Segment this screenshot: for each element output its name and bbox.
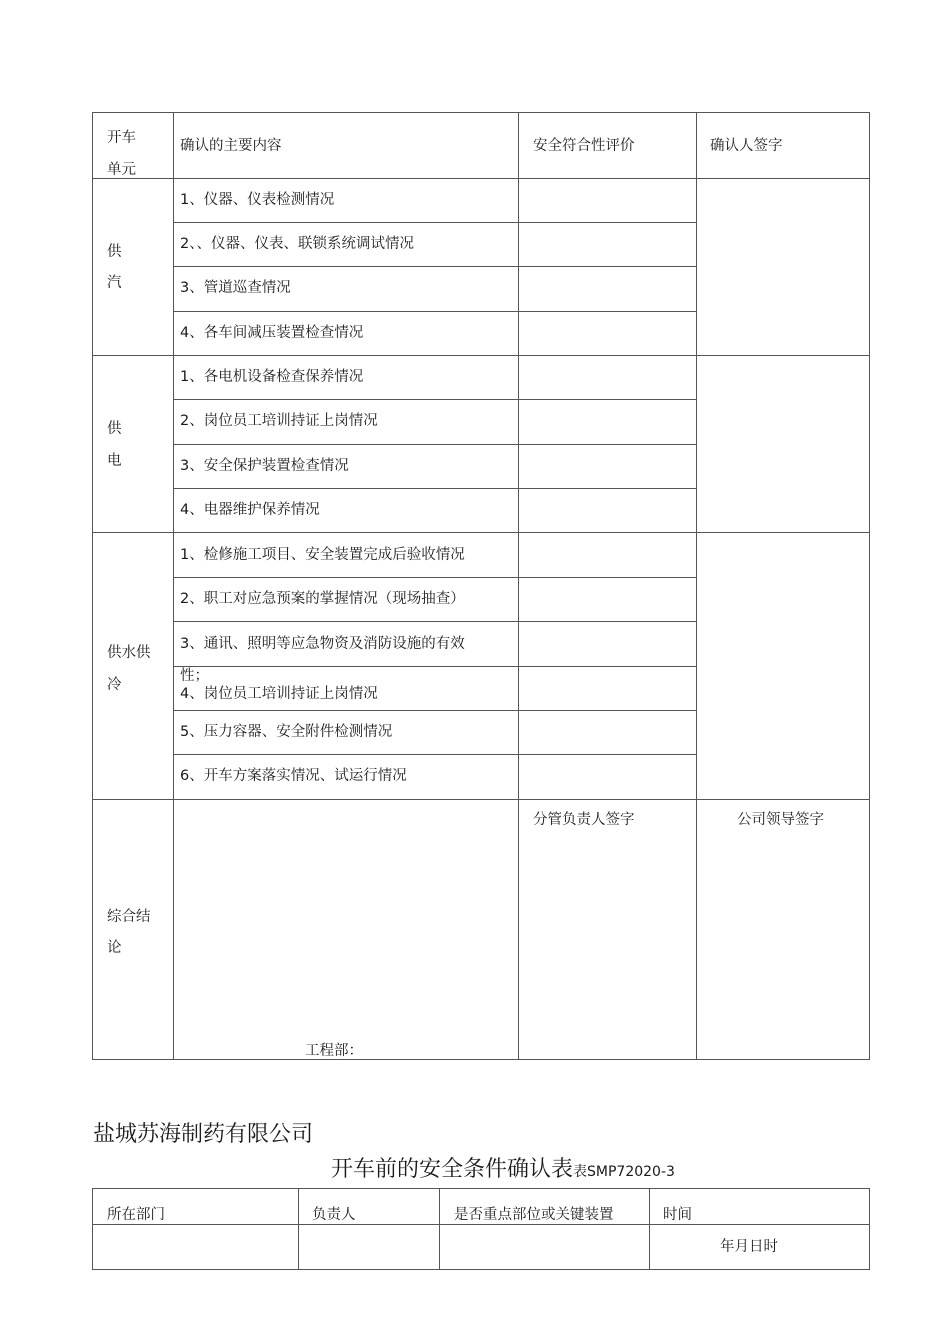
conclusion-label-2: 论 [107, 940, 122, 956]
water-item-3: 3、通讯、照明等应急物资及消防设施的有效 [180, 636, 465, 652]
header-content: 确认的主要内容 [180, 138, 282, 154]
date-field: 年月日时 [720, 1239, 778, 1255]
person-header: 负责人 [312, 1207, 356, 1223]
steam-item-2: 2、、仪器、仪表、联锁系统调试情况 [180, 236, 414, 252]
key-site-header: 是否重点部位或关键装置 [454, 1207, 614, 1223]
water-item-3-cont: 性； [180, 668, 209, 684]
department-label: 工程部： [305, 1043, 363, 1059]
header-unit-line1: 开车 [107, 130, 136, 146]
time-header: 时间 [663, 1207, 692, 1223]
header-signature: 确认人签字 [710, 138, 783, 154]
section-water-label-2: 冷 [107, 677, 122, 693]
section-power-label-2: 电 [107, 453, 122, 469]
form-title: 开车前的安全条件确认表 [331, 1157, 574, 1182]
steam-item-3: 3、管道巡查情况 [180, 280, 291, 296]
manager-signature-label: 分管负责人签字 [533, 812, 635, 828]
section-steam-label-1: 供 [107, 244, 122, 260]
power-item-2: 2、岗位员工培训持证上岗情况 [180, 413, 378, 429]
power-item-4: 4、电器维护保养情况 [180, 502, 320, 518]
header-evaluation: 安全符合性评价 [533, 138, 635, 154]
dept-header: 所在部门 [107, 1207, 165, 1223]
company-name: 盐城苏海制药有限公司 [93, 1122, 314, 1147]
water-item-2: 2、职工对应急预案的掌握情况（现场抽查） [180, 591, 465, 607]
power-item-3: 3、安全保护装置检查情况 [180, 458, 349, 474]
section-steam-label-2: 汽 [107, 275, 122, 291]
water-item-1: 1、检修施工项目、安全装置完成后验收情况 [180, 547, 465, 563]
form-code: 表SMP72020-3 [573, 1164, 675, 1180]
header-unit-line2: 单元 [107, 162, 136, 178]
leader-signature-label: 公司领导签字 [737, 812, 824, 828]
section-water-label-1: 供水供 [107, 645, 151, 661]
form-title-row [331, 1159, 675, 1181]
water-item-5: 5、压力容器、安全附件检测情况 [180, 724, 393, 740]
conclusion-label-1: 综合结 [107, 909, 151, 925]
section-power-label-1: 供 [107, 421, 122, 437]
power-item-1: 1、各电机设备检查保养情况 [180, 369, 364, 385]
steam-item-1: 1、仪器、仪表检测情况 [180, 192, 335, 208]
steam-item-4: 4、各车间减压装置检查情况 [180, 325, 364, 341]
water-item-4: 4、岗位员工培训持证上岗情况 [180, 686, 378, 702]
water-item-6: 6、开车方案落实情况、试运行情况 [180, 768, 407, 784]
